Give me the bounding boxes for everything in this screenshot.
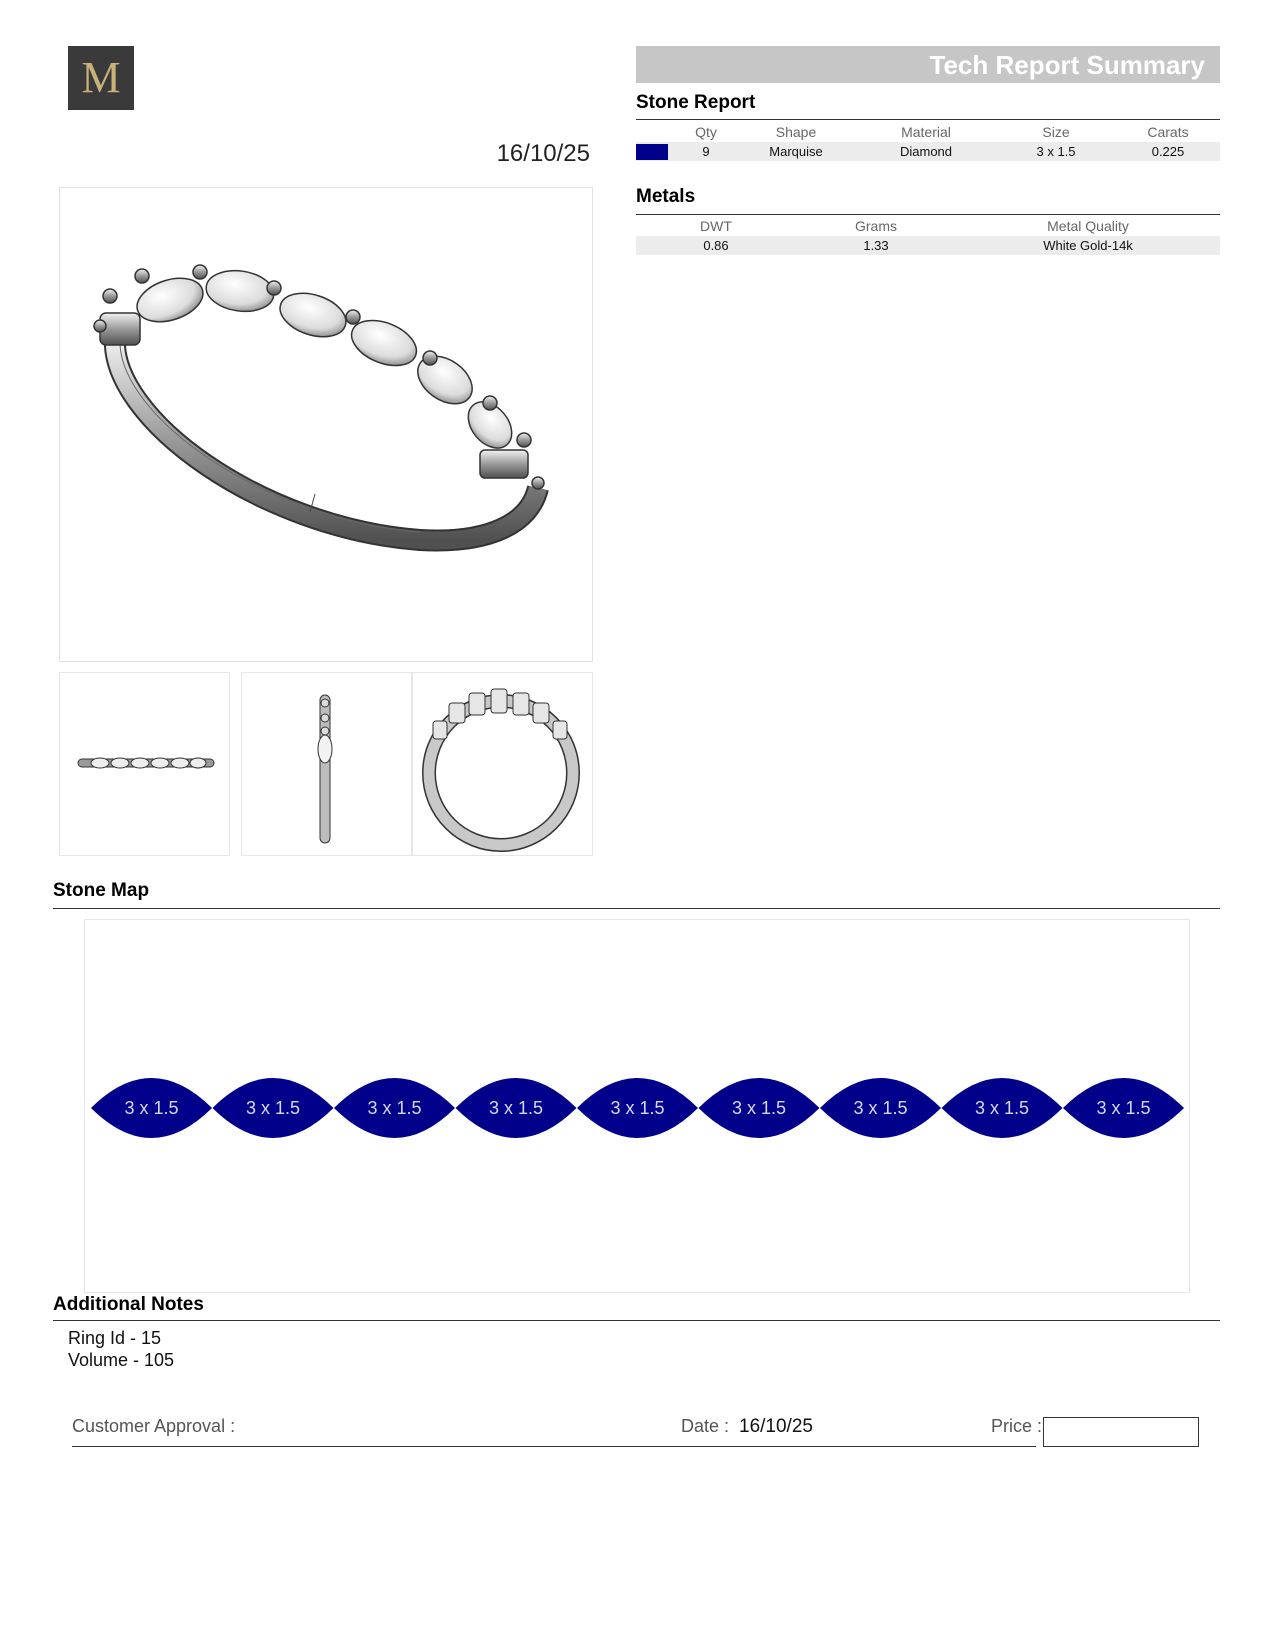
col-carats: Carats [1147,124,1189,140]
approval-date-label: Date : [681,1416,730,1436]
note-line: Volume - 105 [68,1350,175,1370]
stone-report-row [636,142,1220,161]
report-date: 16/10/25 [496,140,590,167]
col-metal-quality: Metal Quality [1047,218,1129,234]
stone-size-label: 3 x 1.5 [124,1098,179,1118]
stone-shape: Marquise [769,144,823,159]
metals-title: Metals [636,186,696,207]
stone-report-table [636,122,1220,161]
metal-quality: White Gold-14k [1043,238,1133,253]
stone-map-stone [334,1078,455,1138]
stone-map-stone [1063,1078,1184,1138]
stone-qty: 9 [702,144,710,159]
ring-top-view-image [60,673,229,855]
additional-notes-title: Additional Notes [53,1294,204,1315]
ring-main-render [59,187,593,662]
logo-letter: M [81,53,121,102]
note-line: Ring Id - 15 [68,1328,162,1348]
metals-row [636,236,1220,255]
metal-dwt: 0.86 [703,238,729,253]
stone-map-rule [53,908,1220,909]
company-logo [68,46,134,110]
col-grams: Grams [855,218,897,234]
stone-size-label: 3 x 1.5 [1096,1098,1151,1118]
ring-top-view [59,672,230,856]
approval-signature-line [72,1446,1036,1447]
stone-size-label: 3 x 1.5 [731,1098,787,1118]
col-shape: Shape [775,124,817,140]
report-title-bar [636,46,1220,83]
stone-map-panel [84,919,1190,1293]
stone-map-stone [820,1078,941,1138]
additional-notes-rule [53,1320,1220,1321]
ring-front-view-image [413,673,592,855]
stone-size-label: 3 x 1.5 [245,1098,301,1118]
metal-grams: 1.33 [863,238,889,253]
approval-date-value: 16/10/25 [739,1416,813,1437]
stone-map-stone [456,1078,577,1138]
metals-rule [636,214,1220,215]
stone-map-stone [699,1078,820,1138]
ring-side-view [241,672,412,856]
additional-notes-body [68,1327,174,1371]
stone-report-header-row [636,122,1220,142]
stone-material: Diamond [899,144,953,159]
ring-perspective-image [60,188,592,661]
stone-map-stone [91,1078,212,1138]
stone-color-swatch [636,144,668,160]
stone-size-label: 3 x 1.5 [488,1098,544,1118]
price-field[interactable] [1043,1417,1199,1447]
stone-map-title: Stone Map [53,880,150,901]
stone-size-label: 3 x 1.5 [367,1098,422,1118]
ring-side-view-image [242,673,411,855]
stone-size-label: 3 x 1.5 [853,1098,908,1118]
stone-map-stone [577,1078,698,1138]
stone-carats: 0.225 [1151,144,1185,159]
stone-size: 3 x 1.5 [1036,144,1076,159]
col-qty: Qty [695,124,717,140]
price-label: Price : [991,1416,1043,1436]
report-title: Tech Report Summary [929,50,1205,80]
col-size: Size [1042,124,1070,140]
metals-header-row [636,216,1220,236]
col-material: Material [901,124,951,140]
stone-report-title: Stone Report [636,92,756,113]
col-dwt: DWT [700,218,732,234]
metals-table [636,216,1220,255]
stone-map-diagram [85,920,1189,1292]
stone-size-label: 3 x 1.5 [974,1098,1030,1118]
stone-map-stone [942,1078,1063,1138]
stone-map-stone [213,1078,334,1138]
customer-approval-label: Customer Approval : [72,1416,236,1436]
ring-front-view [412,672,593,856]
stone-report-rule [636,119,1220,120]
stone-size-label: 3 x 1.5 [610,1098,665,1118]
